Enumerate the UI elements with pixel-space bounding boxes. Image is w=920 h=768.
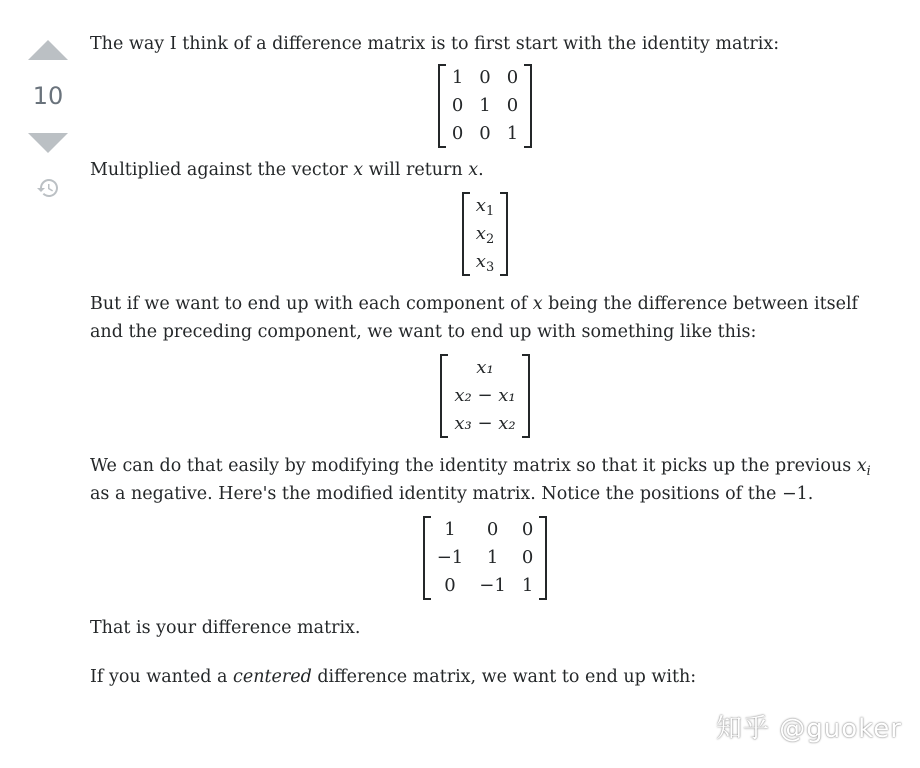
- identity-matrix-cell: 0: [451, 95, 464, 116]
- paragraph-centered: If you wanted a centered difference matrix, we want to end up with:: [90, 667, 697, 687]
- watermark-text: 知乎 @guoker: [716, 714, 902, 744]
- paragraph-identity-intro: The way I think of a difference matrix is to first start with the identity matrix:: [90, 34, 780, 54]
- difference-matrix: [90, 516, 880, 600]
- identity-matrix-cell: 1: [506, 123, 519, 144]
- difference-matrix-cell: 1: [521, 575, 534, 596]
- difference-matrix-cell: −1: [436, 547, 464, 568]
- identity-matrix: [90, 64, 880, 148]
- difference-matrix-cell: −1: [479, 575, 506, 596]
- paragraph-conclusion: That is your difference matrix.: [90, 618, 361, 638]
- identity-matrix-cell: 1: [451, 67, 464, 88]
- upvote-arrow-icon[interactable]: [28, 40, 68, 60]
- vector-x-cell: $x_2$: [475, 223, 495, 247]
- difference-vector-cell: x₃ − x₂: [454, 413, 516, 434]
- vector-x-matrix: [90, 192, 880, 276]
- identity-matrix-cell: 0: [479, 123, 491, 144]
- identity-matrix-cell: 0: [451, 123, 464, 144]
- downvote-arrow-icon[interactable]: [28, 133, 68, 153]
- paragraph-multiply: Multiplied against the vector x will return x.: [90, 160, 484, 180]
- paragraph-modify-identity: We can do that easily by modifying the identity matrix so that it picks up the previous $x_i$ as a negative. Here's the modified identity matrix. Notice the positions of the −1.: [90, 456, 871, 504]
- difference-matrix-cell: 0: [486, 519, 499, 540]
- difference-vector-matrix: [90, 354, 880, 438]
- vote-count: 10: [32, 82, 64, 110]
- identity-matrix-cell: 0: [506, 95, 519, 116]
- identity-matrix-cell: 1: [479, 95, 491, 116]
- vector-x-cell: $x_1$: [475, 195, 495, 219]
- difference-matrix-cell: 1: [486, 547, 499, 568]
- identity-matrix-cell: 0: [506, 67, 519, 88]
- difference-matrix-cell: 0: [521, 519, 534, 540]
- difference-vector-cell: x₁: [476, 357, 494, 378]
- history-icon[interactable]: [36, 176, 60, 200]
- vector-x-cell: $x_3$: [475, 251, 495, 275]
- answer-body: [90, 30, 880, 691]
- difference-vector-cell: x₂ − x₁: [454, 385, 516, 406]
- identity-matrix-cell: 0: [479, 67, 491, 88]
- difference-matrix-cell: 0: [521, 547, 534, 568]
- difference-matrix-cell: 1: [444, 519, 456, 540]
- difference-matrix-cell: 0: [444, 575, 456, 596]
- paragraph-difference-idea: But if we want to end up with each component of x being the difference between itself and the preceding component, we want to end up with something like this:: [90, 294, 859, 342]
